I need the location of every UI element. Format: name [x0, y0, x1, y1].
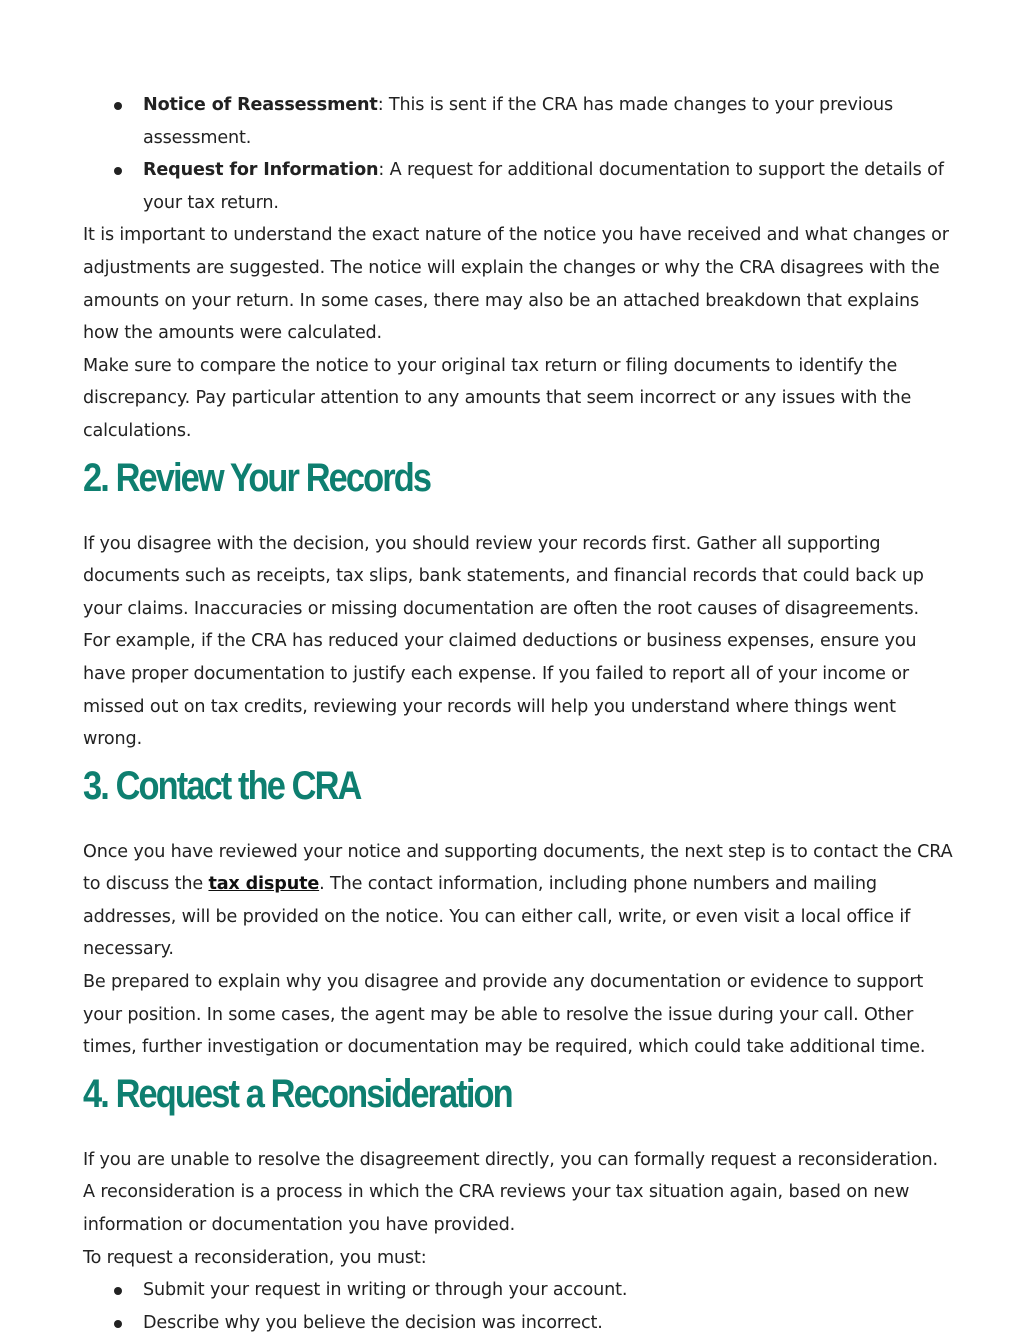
list-item	[83, 1274, 953, 1307]
list-item-text: : A request for additional documentation to support the details of your tax return.	[143, 160, 944, 213]
reconsideration-steps-list	[83, 1274, 953, 1339]
bullet-icon	[114, 1287, 122, 1295]
notice-types-list	[83, 89, 953, 219]
contact-cra-paragraph-2: Be prepared to explain why you disagree and provide any documentation or evidence to support your position. In some cases, the agent may be able to resolve the issue during your call. Other times, further investigation or documentation may be required, which could take additional time.	[83, 972, 926, 1058]
contact-cra-paragraph-1	[83, 836, 953, 966]
list-item	[83, 154, 953, 219]
intro-paragraph-1: It is important to understand the exact nature of the notice you have received and what changes or adjustments are suggested. The notice will explain the changes or why the CRA disagrees with the amounts on your return. In some cases, there may also be an attached breakdown that explains how the amounts were calculated.	[83, 225, 949, 344]
tax-dispute-link[interactable]: tax dispute	[208, 874, 320, 895]
list-item-text: : This is sent if the CRA has made changes to your previous assessment.	[143, 95, 894, 148]
bullet-icon	[114, 1320, 122, 1328]
bullet-icon	[114, 102, 122, 110]
list-item	[83, 89, 953, 154]
list-item-text: Submit your request in writing or through your account.	[143, 1280, 628, 1301]
review-records-paragraph-2: For example, if the CRA has reduced your claimed deductions or business expenses, ensure you have proper documentation to justify each expense. If you failed to report all of your income or missed out on tax credits, reviewing your records will help you understand where things went wrong.	[83, 631, 917, 750]
section-heading-reconsideration: 4. Request a Reconsideration	[83, 1071, 512, 1116]
review-records-paragraph-1: If you disagree with the decision, you should review your records first. Gather all supporting documents such as receipts, tax slips, bank statements, and financial records that could back up your claims. Inaccuracies or missing documentation are often the root causes of disagreements.	[83, 533, 924, 619]
list-item-text: Describe why you believe the decision was incorrect.	[143, 1312, 603, 1333]
bullet-icon	[114, 167, 122, 175]
list-item	[83, 1307, 953, 1339]
reconsideration-paragraph-2: To request a reconsideration, you must:	[83, 1247, 427, 1268]
list-item-term: Request for Information	[143, 160, 379, 181]
section-heading-contact-cra: 3. Contact the CRA	[83, 763, 361, 808]
intro-paragraph-2: Make sure to compare the notice to your original tax return or filing documents to identify the discrepancy. Pay particular attention to any amounts that seem incorrect or any issues with the calculations.	[83, 355, 912, 441]
reconsideration-paragraph-1: If you are unable to resolve the disagreement directly, you can formally request a reconsideration. A reconsideration is a process in which the CRA reviews your tax situation again, based on new information or documentation you have provided.	[83, 1149, 938, 1236]
list-item-term: Notice of Reassessment	[143, 95, 378, 115]
contact-text-before-link: Once you have reviewed your notice and supporting documents, the next step is to contact the CRA to discuss the	[83, 841, 953, 895]
section-heading-review-records: 2. Review Your Records	[83, 455, 431, 500]
document-page	[83, 89, 953, 1339]
contact-text-after-link: . The contact information, including phone numbers and mailing addresses, will be provided on the notice. You can either call, write, or even visit a local office if necessary.	[83, 874, 911, 960]
